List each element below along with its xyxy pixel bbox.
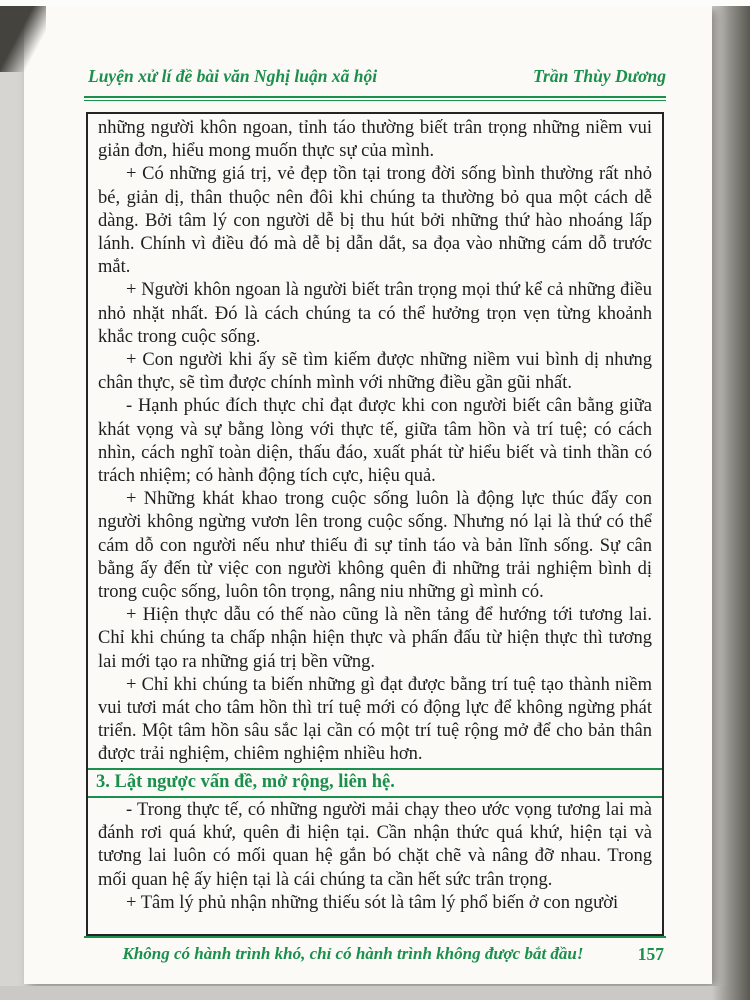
header-book-title: Luyện xử lí đề bài văn Nghị luận xã hội — [88, 66, 378, 86]
photo-dark-corner-top-left — [0, 4, 46, 72]
header-author: Trần Thùy Dương — [532, 66, 666, 86]
content-box — [86, 112, 664, 936]
paragraph: + Con người khi ấy sẽ tìm kiếm được những niềm vui bình dị nhưng chân thực, sẽ tìm được chính mình với những điều gần gũi nhất. — [98, 350, 652, 394]
paragraph: - Hạnh phúc đích thực chỉ đạt được khi con người biết cân bằng giữa khát vọng và sự bằng lòng với thực tế, giữa tâm hồn và trí tuệ; có cách nhìn, cách nghĩ toàn diện, thấu đáo, xuất phát từ hiểu biết và tinh thần có trách nhiệm; có hành động tích cực, hiệu quả. — [98, 396, 652, 487]
paragraph: + Hiện thực dẫu có thế nào cũng là nền tảng để hướng tới tương lai. Chỉ khi chúng ta chấp nhận hiện thực và phấn đấu từ hiện thực thì tương lai mới tạo ra những giá trị bền vững. — [98, 605, 652, 672]
photo-edge-top — [0, 0, 750, 6]
footer-quote: Không có hành trình khó, chỉ có hành trình không được bắt đầu! — [122, 944, 584, 963]
paragraph: + Những khát khao trong cuộc sống luôn là động lực thúc đẩy con người không ngừng vươn lên trong cuộc sống. Nhưng nó lại là thứ có thể cám dỗ con người nếu như thiếu đi sự tỉnh táo và bản lĩnh sống. Sự cân bằng ấy đến từ việc con người không quên đi những trải nghiệm bình dị trong cuộc sống, luôn tôn trọng, nâng niu những gì mình có. — [98, 489, 652, 603]
photo-edge-right — [712, 0, 750, 1000]
paragraph: những người khôn ngoan, tỉnh táo thường biết trân trọng những niềm vui giản đơn, hiểu mong muốn thực sự của mình. — [98, 118, 652, 162]
footer-rule — [84, 936, 666, 938]
paragraph: + Có những giá trị, vẻ đẹp tồn tại trong đời sống bình thường rất nhỏ bé, giản dị, thân thuộc nên đôi khi chúng ta thường bỏ qua một cách dễ dàng. Bởi tâm lý con người dễ bị thu hút bởi những thứ hào nhoáng lấp lánh. Chính vì điều đó mà dễ bị dẫn dắt, sa đọa vào những cám dỗ trước mắt. — [98, 164, 652, 278]
paragraph: + Người khôn ngoan là người biết trân trọng mọi thứ kể cả những điều nhỏ nhặt nhất. Đó là cách chúng ta có thể hưởng trọn vẹn từng khoảnh khắc trong cuộc sống. — [98, 280, 652, 347]
photo-dark-corner-bottom-right — [637, 916, 750, 1000]
section-heading: 3. Lật ngược vấn đề, mở rộng, liên hệ. — [88, 768, 662, 798]
page-footer — [88, 944, 666, 968]
page-number: 157 — [637, 944, 664, 964]
header-rule — [84, 96, 666, 101]
paragraph: + Tâm lý phủ nhận những thiếu sót là tâm lý phổ biến ở con người — [126, 892, 619, 913]
photo-edge-bottom — [0, 986, 750, 1000]
book-page — [24, 6, 712, 984]
page-header — [88, 66, 666, 87]
paragraph: + Chỉ khi chúng ta biến những gì đạt được bằng trí tuệ tạo thành niềm vui tươi mát cho tâm hồn thì trí tuệ mới có động lực để không ngừng phát triển. Một tâm hồn sâu sắc lại cần có một trí tuệ rộng mở để cho bản thân được trải nghiệm, chiêm nghiệm nhiều hơn. — [98, 674, 652, 765]
paragraph: - Trong thực tế, có những người mải chạy theo ước vọng tương lai mà đánh rơi quá khứ, quên đi hiện tại. Cần nhận thức quá khứ, hiện tại và tương lai luôn có mối quan hệ gắn bó chặt chẽ và nâng đỡ nhau. Trong mối quan hệ ấy hiện tại là cái chúng ta cần hết sức trân trọng. — [98, 799, 652, 890]
